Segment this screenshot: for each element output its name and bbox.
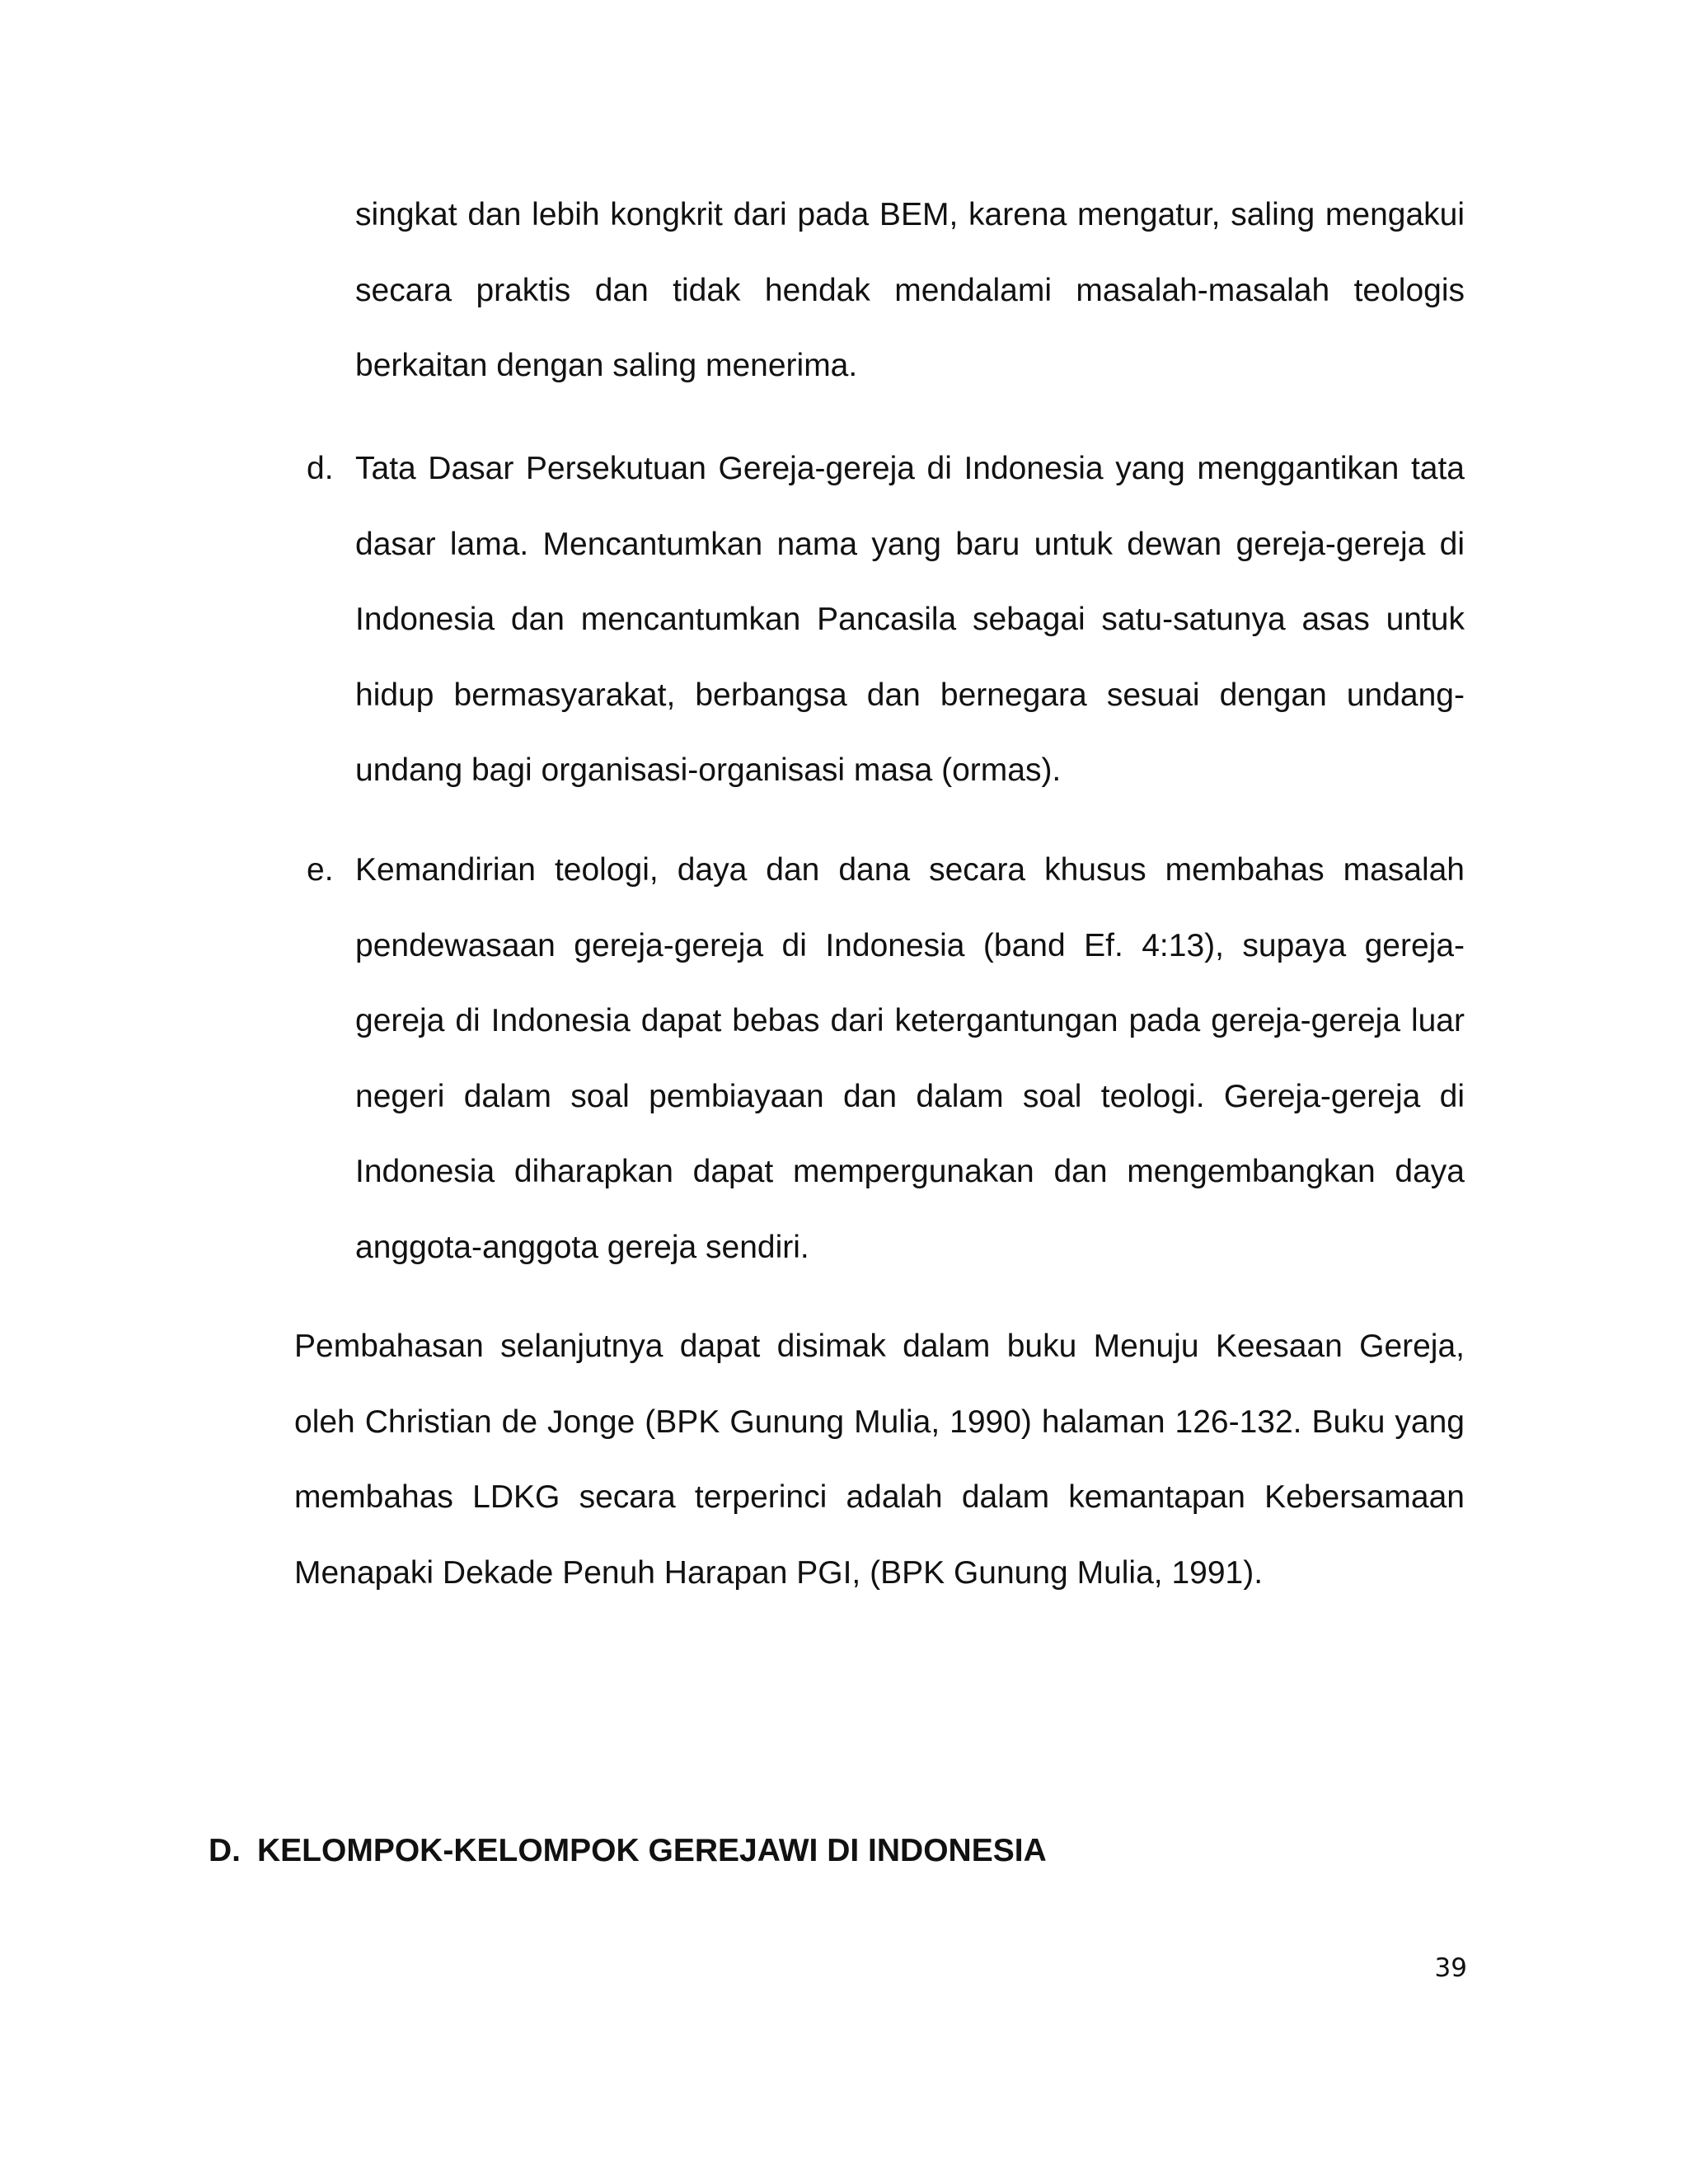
section-heading-marker: D. (209, 1833, 241, 1868)
continued-list-item-text: singkat dan lebih kongkrit dari pada BEM, karena mengatur, saling mengakui secara praktis dan tidak hendak mendalami masalah-masalah teologis berkaitan dengan saling menerima. (355, 197, 1465, 383)
page-number: 39 (1434, 1953, 1467, 1983)
list-item-d-text: Tata Dasar Persekutuan Gereja-gereja di Indonesia yang menggantikan tata dasar lama. Mencantumkan nama yang baru untuk dewan gereja-gereja di Indonesia dan mencantumkan Pancasila sebagai satu-satunya asas untuk hidup bermasyarakat, berbangsa dan bernegara sesuai dengan undang-undang bagi organisasi-organisasi masa (ormas). (355, 451, 1465, 788)
list-item-e-text: Kemandirian teologi, daya dan dana secara khusus membahas masalah pendewasaan gereja-gereja di Indonesia (band Ef. 4:13), supaya gereja-gereja di Indonesia dapat bebas dari ketergantungan pada gereja-gereja luar negeri dalam soal pembiayaan dan dalam soal teologi. Gereja-gereja di Indonesia diharapkan dapat mempergunakan dan mengembangkan daya anggota-anggota gereja sendiri. (355, 852, 1465, 1265)
body-paragraph: Pembahasan selanjutnya dapat disimak dalam buku Menuju Keesaan Gereja, oleh Christian de Jonge (BPK Gunung Mulia, 1990) halaman 126-132. Buku yang membahas LDKG secara terperinci adalah dalam kemantapan Kebersamaan Menapaki Dekade Penuh Harapan PGI, (BPK Gunung Mulia, 1991). (294, 1329, 1465, 1591)
list-item-d (307, 431, 1465, 808)
list-marker-e: e. (307, 852, 334, 888)
section-heading-title: KELOMPOK-KELOMPOK GEREJAWI DI INDONESIA (257, 1833, 1047, 1868)
list-marker-d: d. (307, 451, 334, 486)
section-heading (209, 1826, 1047, 1876)
list-item-e (307, 832, 1465, 1285)
